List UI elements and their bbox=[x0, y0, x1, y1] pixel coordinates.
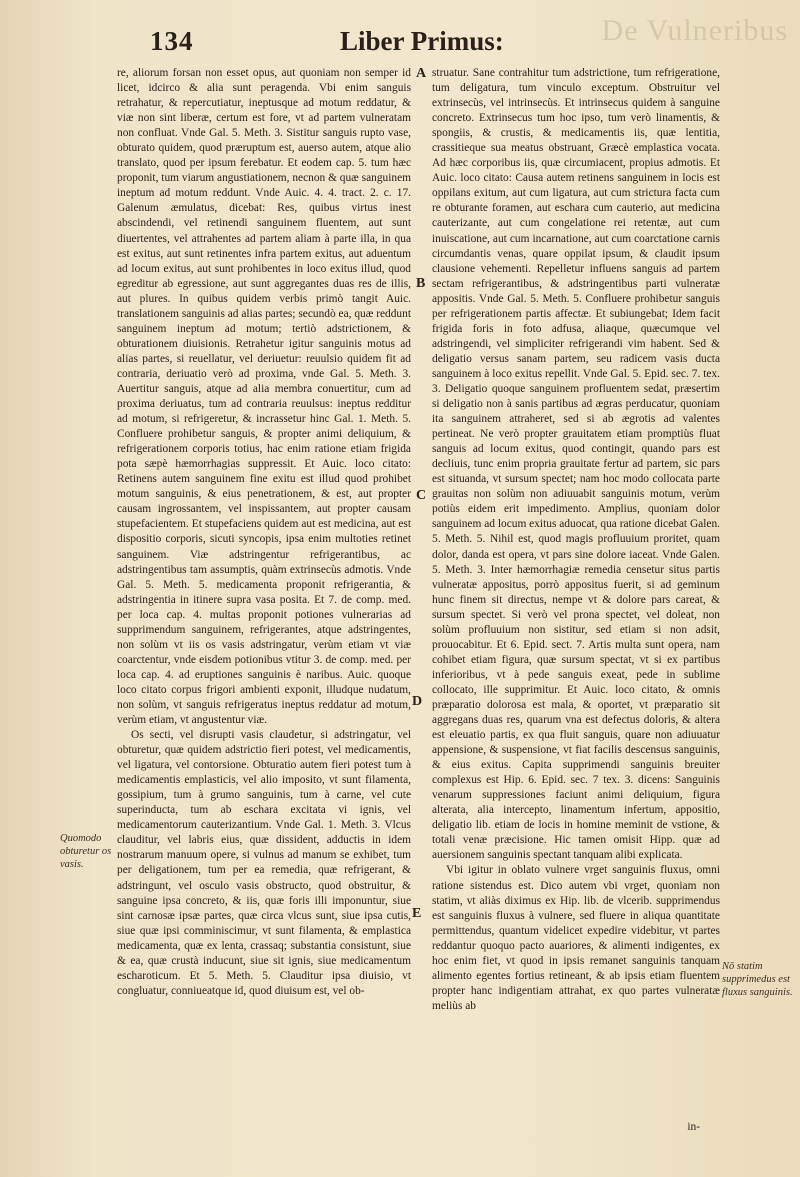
section-letter-e: E bbox=[412, 906, 422, 921]
bleed-through-text: De Vulneribus bbox=[601, 14, 788, 47]
page-header bbox=[0, 24, 800, 64]
marginal-note-right: Nō statim supprimedus est fluxus sanguinis. bbox=[722, 961, 793, 998]
section-letter-b: B bbox=[416, 276, 426, 291]
section-letter-a: A bbox=[416, 66, 427, 81]
page-number: 134 bbox=[150, 26, 194, 56]
left-paragraph-2: Os secti, vel disrupti vasis claudetur, si adstringatur, vel obturetur, quæ quidem adstrictio fieri potest, vel medicamentis, vel ligatura, vel contorsione. Obturatio autem fieri potest tum à medicamentis emplasticis, vel alio imposito, vt sunt filamenta, gossipium, tum à grumo sanguinis, tum à carne, vel cute superinducta, tum ab eschara excitata vi ignis, vel medicamentorum cauterizantium. Vnde Gal. 1. Meth. 3. Vlcus clauditur, vel labris eius, quæ dissident, adductis in idem nostrarum manuum opere, si vulnus ad manum se exhibet, tum per deligationem, tum per ea remedia, quæ refrigerant, & adstringunt, vel osculo vasis obstructo, quod obstruitur, & sanguine ipsa concreto, & iis, quæ foris illi imponuntur, siue sint carnosæ ipsæ partes, quæ circa vlcus sunt, siue ipsa cutis, siue quæ ipsi comminiscimur, vt sunt filamenta, & emplastica medicamenta, quæ ex lenta, crassaq; substantia consistunt, siue & ea, quæ crustà inducunt, siue sit ignis, siue medicamentum escharoticum. Et 5. Meth. 5. Clauditur ipsa diuisio, vt congluatur, conniueatque id, quod diuisum est, vel ob- bbox=[117, 729, 411, 997]
section-letter-d: D bbox=[412, 694, 423, 709]
marginal-note-left: Quomodo obturetur os vasis. bbox=[60, 833, 112, 870]
left-column bbox=[117, 66, 411, 1146]
running-title: Liber Primus: bbox=[340, 26, 504, 56]
right-paragraph-1: struatur. Sane contrahitur tum adstrictione, tum refrigeratione, tum deligatura, tum vinculo exceptum. Obstruitur vel extrinsecùs, vel intrinsecùs. Et intrinsecus quidem à sanguine concreto. Extrinsecus tum hoc ipso, tum verò linamentis, & spongiis, & crustis, & medicamentis iis, quæ lentitia, crassitieque sua meatus obstruant, Græcè emplastica vocata. Ad hæc corporibus iis, quæ circumiacent, propius admotis. Et Auic. loco citato: Causa autem retinens sanguinem in locis est oppilans exitum, aut cum ligatura, aut cum strictura facta cum re obturante foramen, aut eschara cum cauterio, aut medicina cauterizante, aut cum congelatione rei retentæ, aut cum inuiscatione, aut cum incarnatione, aut cum coarctatione carnis circumdantis venas, quare oppilat ipsum, & claudit ipsum clausione vehementi. Repelletur influens sanguis ad partem sectam refrigerantibus, & adstringentibus parti vulneratæ appositis. Vnde Gal. 5. Meth. 5. Confluere prohibetur sanguis per refrigerationem partis affectæ. Et subiungebat; Idem facit frigida foris in foto adfusa, aliaque, quæcumque vel adstringendi, vel simpliciter refrigerandi vim habent. Sed & deligatio versus sanam partem, seu radicem vasis ducta sanguinem à loco exitus repellit. Vnde Gal. 5. Epid. sec. 7. tex. 3. Deligatio quoque sanguinem profluentem sedat, præsertim si deligatio non à sanis partibus ad ægras perducatur, quoniam ita sanguinem attraheret, sed si ab ægrotis ad valentes pertineat. Ne verò propter grauitatem etiam promptiùs fluat sanguis ad locum exitus, quod contingit, quando pars est decliuis, tunc enim propria grauitate fertur ad partem, sic pars est situanda, vt sursum spectet; nam hoc modo collocata parte grauitas non solùm non adiuuabit sanguinis motum, verùm potiùs eidem erit impedimento. Amplius, quoniam dolor sanguinem ad locum exitus aduocat, qua ratione dicebat Galen. 5. Meth. 5. Nihil est, quod magis profluuium proritet, quam dolor, danda est opera, vt pars sine dolore iaceat. Vnde Galen. 5. Meth. 3. Inter hæmorrhagiæ remedia censetur situs partis vulneratæ appositus, porrò appositus fuerit, si ad geminum hunc finem sit directus, nempe vt & dolore pars careat, & sursum spectet. Si verò vel prona spectet, vel doleat, non solùm profluuium non sistitur, sed etiam si non adsit, prouocabitur. Et 6. Epid. sect. 7. Artis multa sunt opera, nam cohibet etiam figura, quæ sursum spectat, vt si ex partibus inferioribus, vt à pede sanguis exeat, pede in sublime collocato, ille supprimitur. Et Auic. loco citato, & omnis præparatio dolorosa est mala, & oportet, vt præparatio sit aggregans duas res, quarum vna est defectus doloris, & altera est eleuatio partis, ex qua fluit sanguis, quare non adiuuatur appensione, & suspensione, vt fiat facilis descensus sanguinis, & eius exitus. Capita supprimendi sanguinis breuiter complexus est Hip. 6. Epid. sec. 7 tex. 3. dicens: Sanguinis venarum suppressiones faciunt animi deliquium, figura alterata, alia intercepto, linamentum infertum, appositio, deligatio lib. etiam de locis in homine meminit de vstione, & totali venæ præcisione. Hic tamen omisit Hipp. quæ ad auersionem sanguinis spectant tanquam alibi explicata. bbox=[432, 67, 720, 862]
right-column bbox=[432, 66, 720, 1146]
left-paragraph-1: re, aliorum forsan non esset opus, aut quoniam non semper id licet, idcirco & alia sunt peragenda. Vbi enim sanguis retrahatur, & repercutiatur, ineptusque ad motum reddatur, & viæ non sint liberæ, certum est fore, vt ad partem vulneratam non confluat. Vnde Gal. 5. Meth. 3. Sistitur sanguis rupto vase, obturato quidem, quod præruptum est, auerso autem, atque alio translato, quod per ipsum ferebatur. Et eodem cap. 5. tum hæc proponit, tum viarum angustiationem, necnon & quæ sanguinem ineptum ad motum reddunt. Vnde Auic. 4. 4. tract. 2. c. 17. Galenum æmulatus, dicebat: Res, quibus virtus inest abscindendi, vel retinendi sanguinem fluentem, aut sunt diuertentes, vel attrahentes ad partem aliam à parte illa, in qua est exitus, aut sunt retinentes infra partem exitus, aut aduentum ad locum exitus, aut sunt prohibentes in loco exitus illud, quod egreditur ab egressione, aut sunt aggregantes duas res de illis, aut plures. In quibus quidem verbis primò tangit Auic. translationem sanguinis ad alias partes; secundò ea, quæ reddunt sanguinem ineptum ad motum; tertiò adstrictionem, & obturationem diuisionis. Retrahetur igitur sanguinis motus ad alias partes, si reuellatur, vel deriuetur: reuulsio quidem fit ad contraria, deriuatio verò ad proxima, vnde Gal. 5. Meth. 3. Auertitur sanguis, atque ad alia membra conuertitur, cum ad proxima deriuatus, tum ad contraria reuulsus: ineptus redditur ad motum, si refrigeretur, & incrassetur hinc Gal. 1. Meth. 5. Confluere prohibetur sanguis, & propter animi deliquium, & refrigerationem corporis totius, hac enim ratione etiam frigida pota sæpè hæmorrhagias suppressit. Et Auic. loco citato: Retinens autem sanguinem fine exitu est illud quod prohibet motum sanguinis, & eius penetrationem, & est, aut propter causam ingrossantem, vel inspissantem, aut propter causam stupefacientem. Et stupefaciens quidem aut est medicina, aut est dispositio corporis, sicuti syncopis, ipsa enim multoties retinet sanguinem. Viæ adstringentur refrigerantibus, ac adstringentibus tam assumptis, quàm extrinsecùs admotis. Vnde Gal. 5. Meth. 5. medicamenta proponit refrigerantia, & adstringentia in itinere supra vasa posita. Et 7. de comp. med. per loca cap. 4. multas proponit potiones vulnerarias ad supprimendum sanguinem, refrigerantes, atque adstringentes, non solùm vt iis os vasis adstringatur, verùm etiam vt viæ coarctentur, vnde eisdem potionibus vtitur 3. de comp. med. per loca cap. 4. ad eruptiones sanguinis è naribus. Auic. quoque loco citato corpus frigori ambienti exponit, illudque nudatum, non solùm, vt sanguis refrigeratus ineptus reddatur ad motum, verùm etiam, vt angustentur viæ. bbox=[117, 67, 411, 727]
catchword: in- bbox=[687, 1121, 700, 1133]
section-letter-c: C bbox=[416, 488, 427, 503]
right-paragraph-2: Vbi igitur in oblato vulnere vrget sanguinis fluxus, omni ratione sistendus est. Dico autem vbi vrget, quoniam non statim, vt aliàs diximus ex Hip. lib. de vlcerib. supprimendus est sanguinis fluxus à vulnere, sed fluere in aliqua quantitate permittendus, quantum videlicet expedire videbitur, vt partes reddantur quoquo pacto auariores, & alimenti indigentes, ex hoc enim fiet, vt quod in ipsis remanet sanguinis tanquam alimento egentes fortius retineant, & ab ipsis etiam fluentem propter hanc indigentiam attrahat, ex quo partes vulneratæ meliùs ab bbox=[432, 864, 720, 1012]
